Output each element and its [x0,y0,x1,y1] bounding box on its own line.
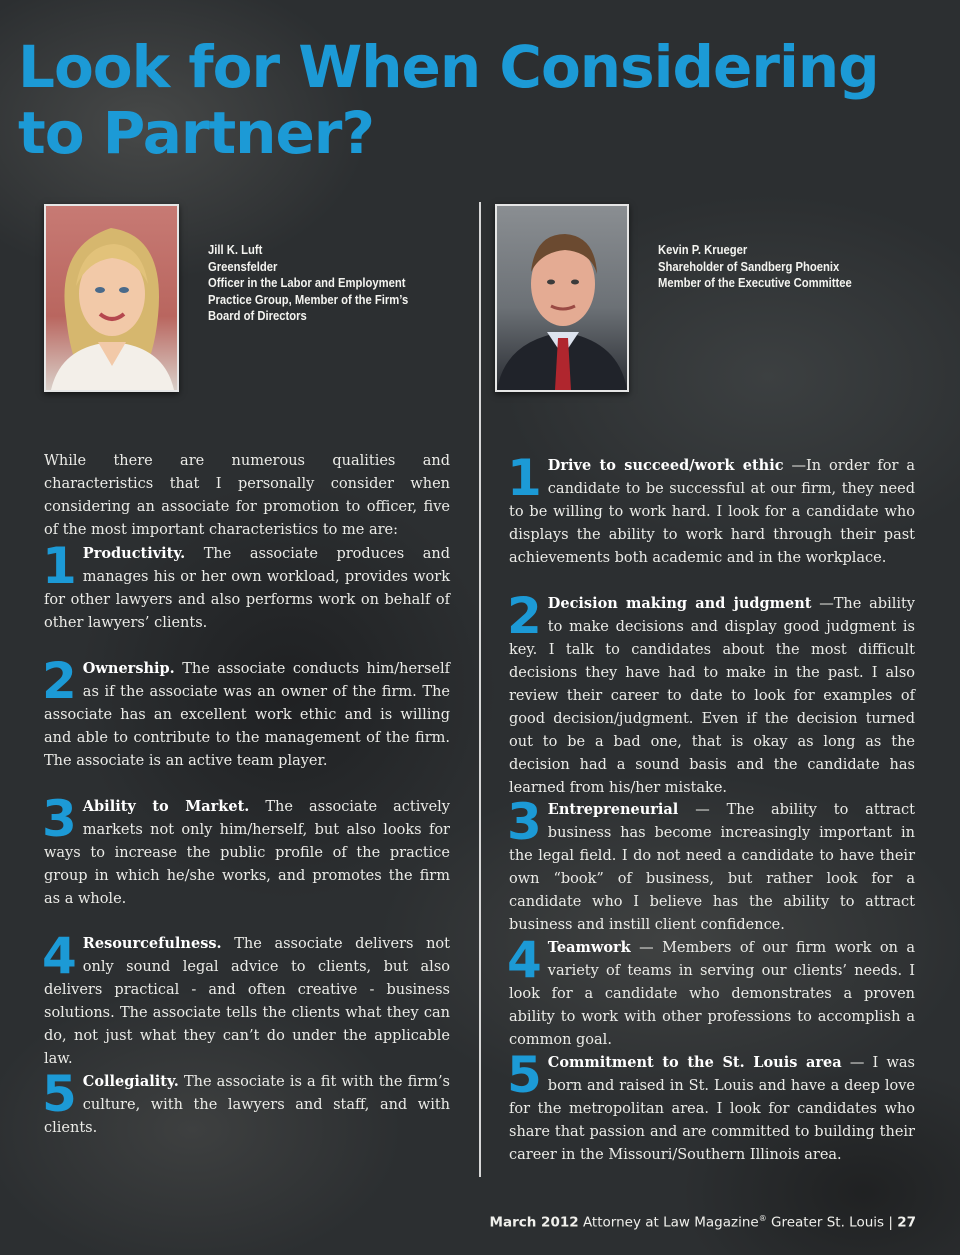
bio-line: Shareholder of Sandberg Phoenix [658,259,840,274]
item-text: —In order for a candidate to be successful at our firm, they need to be willing to work hard. I look for a candidate who displays the ability to work hard through their past achievements both academic and in the workplace. [509,458,915,566]
item-number: 2 [42,652,77,710]
bio-name: Kevin P. Krueger [658,243,748,257]
bio-line: Officer in the Labor and Employment [208,276,406,290]
right-item-4 [507,931,915,1052]
bio-firm: Greensfelder [208,259,278,274]
item-number: 4 [42,927,77,985]
item-number: 3 [507,793,542,851]
right-item-1 [507,449,915,570]
item-number: 1 [42,537,77,595]
item-text: —The ability to make decisions and display good judgment is key. I talk to candidates about the most difficult decisions they have had to make in the past. I also review their career to date to look for examples of good decision/judgment. Even if the decision turned out to be a bad one, that is okay as long as the decision had a sound basis and the candidate has learned from his/her mistake. [509,596,915,796]
left-item-1 [42,537,450,635]
bio-line: Member of the Executive Committee [658,276,852,290]
left-item-3 [42,790,450,911]
item-number: 1 [507,449,542,507]
item-heading: Decision making and judgment [547,595,812,612]
footer-magazine: Attorney at Law Magazine [582,1214,759,1231]
page-footer [490,1214,916,1231]
item-heading: Teamwork [547,939,631,956]
column-divider [479,202,481,1177]
left-item-4 [42,927,450,1071]
item-number: 2 [507,587,542,645]
item-number: 5 [507,1046,542,1104]
footer-date: March 2012 [489,1214,579,1231]
item-number: 5 [42,1065,77,1123]
item-number: 4 [507,931,542,989]
item-heading: Drive to succeed/work ethic [547,457,784,474]
footer-separator: | [888,1214,893,1231]
page-title [18,34,879,166]
jill-luft-photo [44,204,179,392]
item-text: — I was born and raised in St. Louis and have a deep love for the metropolitan area. I look for candidates who share that passion and are committed to building their career in the Missouri/Southern Illinois area. [509,1055,915,1163]
item-text: The associate conducts him/herself as if the associate was an owner of the firm. The associate has an excellent work ethic and is willing and able to contribute to the management of the firm. The associate is an active team player. [44,661,450,769]
kevin-krueger-bio [658,242,852,292]
bio-name: Jill K. Luft [208,243,263,257]
page-number: 27 [897,1214,916,1231]
item-heading: Ability to Market. [82,798,250,815]
left-intro: While there are numerous qualities and characteristics that I personally consider when considering an associate for promotion to officer, five of the most important characteristics to me are: [44,453,450,538]
footer-registered-mark: ® [758,1214,767,1223]
jill-luft-bio [208,242,408,325]
item-heading: Commitment to the St. Louis area [547,1054,842,1071]
title-line-2: to Partner? [18,99,375,167]
right-item-3 [507,793,915,937]
bio-line: Practice Group, Member of the Firm’s [208,292,409,307]
right-item-5 [507,1046,915,1167]
item-number: 3 [42,790,77,848]
left-item-5 [42,1065,450,1140]
item-text: The associate produces and manages his or her own workload, provides work for other lawyers and also performs work on behalf of other lawyers’ clients. [44,546,450,631]
title-line-1: Look for When Considering [18,33,879,101]
item-text: The associate delivers not only sound legal advice to clients, but also delivers practical - and often creative - business solutions. The associate tells the clients what they can do, not just what they can’t do under the applicable law. [44,936,450,1067]
right-item-2 [507,587,915,800]
item-text: The associate actively markets not only him/herself, but also looks for ways to increase the public profile of the practice group in which he/she works, and promotes the firm as a whole. [44,799,450,907]
item-heading: Productivity. [82,545,186,562]
item-heading: Resourcefulness. [82,935,222,952]
bio-line: Board of Directors [208,309,307,323]
item-heading: Ownership. [82,660,175,677]
footer-city: Greater St. Louis [770,1214,885,1231]
item-text: The associate is a fit with the firm’s culture, with the lawyers and staff, and with clients. [44,1074,450,1136]
item-text: — The ability to attract business has become increasingly important in the legal field. I do not need a candidate to have their own “book” of business, but rather look for a candidate who I believe has the ability to attract business and instill client confidence. [509,802,915,933]
item-text: — Members of our firm work on a variety of teams in serving our clients’ needs. I look for a candidate who demonstrates a proven ability to work with other professions to accomplish a common goal. [509,940,915,1048]
left-item-2 [42,652,450,773]
item-heading: Collegiality. [82,1073,179,1090]
item-heading: Entrepreneurial [547,801,679,818]
kevin-krueger-photo [495,204,629,392]
